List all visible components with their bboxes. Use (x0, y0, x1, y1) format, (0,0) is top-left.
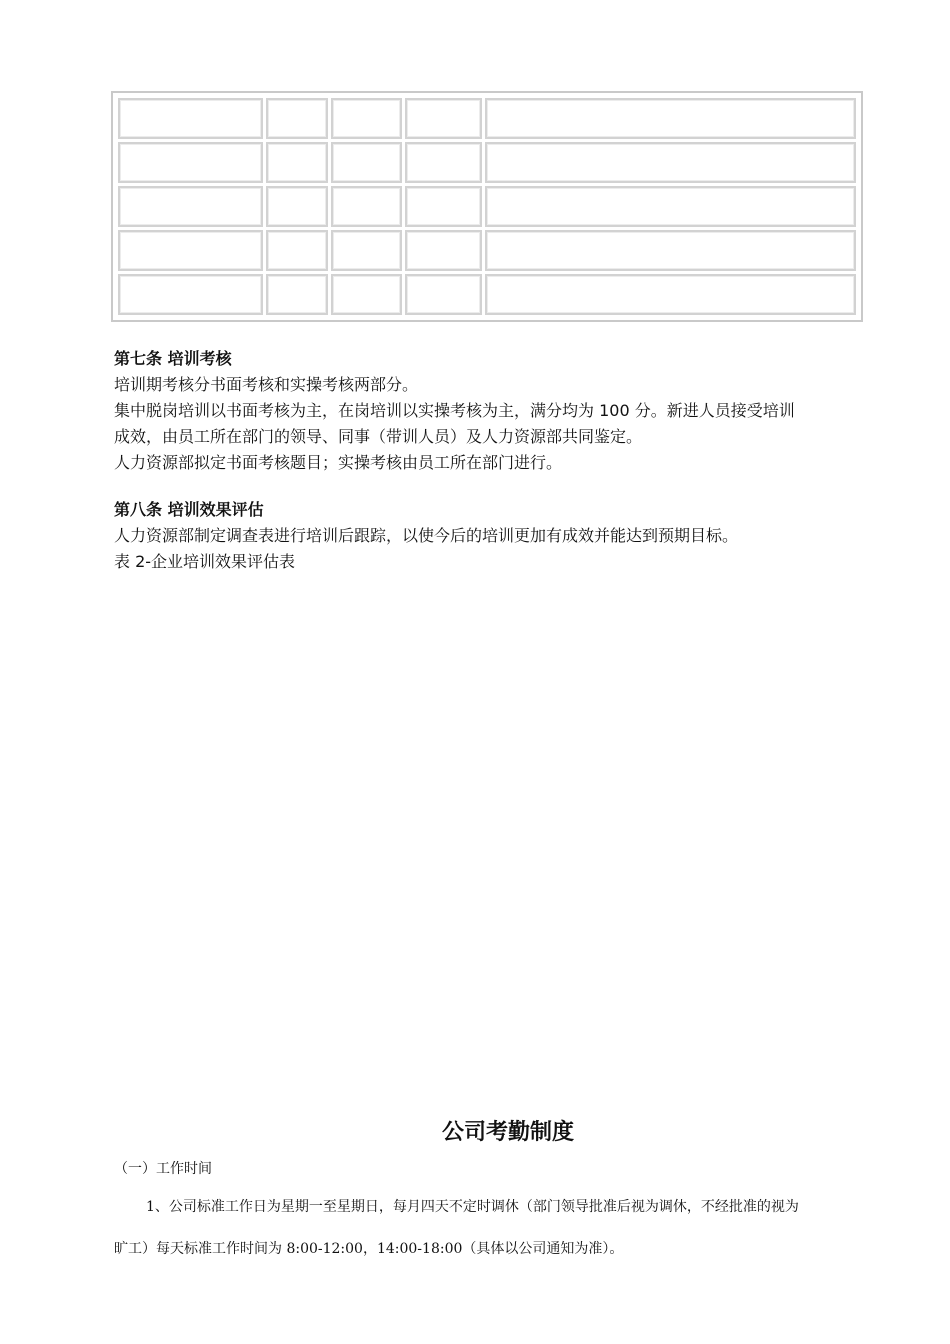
article-8-line: 人力资源部制定调查表进行培训后跟踪，以使今后的培训更加有成效并能达到预期目标。 (114, 526, 739, 545)
attendance-title: 公司考勤制度 (441, 1120, 574, 1145)
table-cell (118, 230, 263, 271)
attendance-subheading: （一）工作时间 (114, 1161, 212, 1177)
table-cell (118, 142, 263, 183)
table-grid (115, 95, 859, 318)
table-row (118, 230, 856, 271)
table-cell (405, 274, 482, 315)
empty-table (111, 91, 863, 322)
table-cell (266, 274, 328, 315)
attendance-paragraph-line: 1、公司标准工作日为星期一至星期日，每月四天不定时调休（部门领导批准后视为调休，不经批准的视为 (146, 1199, 799, 1215)
table-cell (266, 186, 328, 227)
table-cell (118, 98, 263, 139)
article-8-heading: 第八条 培训效果评估 (114, 500, 264, 519)
table-cell (405, 186, 482, 227)
table-cell (331, 98, 402, 139)
article-7-heading: 第七条 培训考核 (114, 349, 232, 368)
table-cell (331, 142, 402, 183)
table-cell (331, 274, 402, 315)
table-row (118, 98, 856, 139)
table-cell (485, 274, 856, 315)
attendance-paragraph-line: 旷工）每天标准工作时间为 8:00-12:00，14:00-18:00（具体以公司通知为准）。 (114, 1241, 624, 1257)
table-cell (405, 98, 482, 139)
article-8-section (114, 497, 914, 575)
table-caption: 表 2-企业培训效果评估表 (114, 552, 296, 571)
table-cell (405, 142, 482, 183)
article-7-section (114, 346, 914, 476)
table-cell (485, 98, 856, 139)
table-cell (405, 230, 482, 271)
table-cell (266, 98, 328, 139)
article-7-line: 人力资源部拟定书面考核题目；实操考核由员工所在部门进行。 (114, 453, 563, 472)
article-7-line: 集中脱岗培训以书面考核为主，在岗培训以实操考核为主，满分均为 100 分。新进人员接受培训 (114, 401, 795, 420)
table-cell (118, 274, 263, 315)
table-cell (266, 142, 328, 183)
article-7-line: 成效，由员工所在部门的领导、同事（带训人员）及人力资源部共同鉴定。 (114, 427, 643, 446)
table-row (118, 274, 856, 315)
table-cell (266, 230, 328, 271)
table-cell (485, 230, 856, 271)
table-cell (118, 186, 263, 227)
table-cell (485, 142, 856, 183)
table-cell (331, 230, 402, 271)
table-cell (331, 186, 402, 227)
table-row (118, 186, 856, 227)
table-row (118, 142, 856, 183)
article-7-line: 培训期考核分书面考核和实操考核两部分。 (114, 375, 419, 394)
table-cell (485, 186, 856, 227)
